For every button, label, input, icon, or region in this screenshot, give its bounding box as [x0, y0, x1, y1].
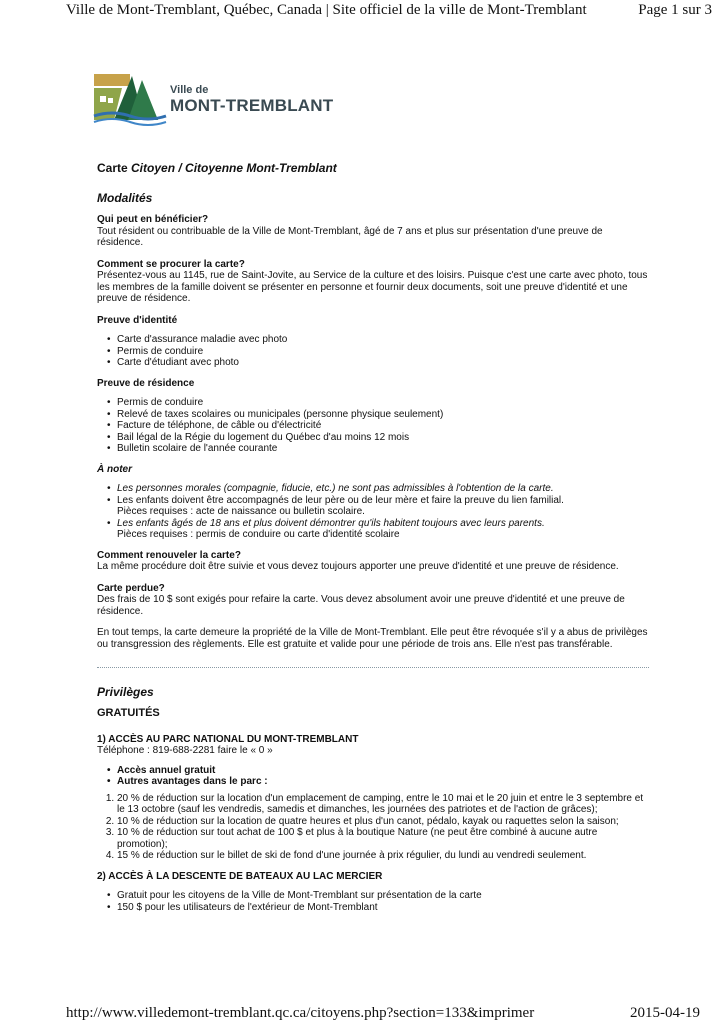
note-list — [97, 483, 649, 541]
page-title: Ville de Mont-Tremblant, Québec, Canada | Site officiel de la ville de Mont-Tremblant — [66, 2, 587, 18]
privileges-heading: Privilèges — [97, 685, 154, 699]
question: Comment se procurer la carte? — [97, 258, 245, 270]
list-item: • Les personnes morales (compagnie, fiducie, etc.) ne sont pas admissibles à l'obtention de la carte. — [117, 483, 649, 495]
print-footer — [0, 1004, 724, 1024]
question: Qui peut en bénéficier? — [97, 214, 209, 225]
print-header — [0, 0, 724, 22]
main-content — [97, 161, 649, 922]
answer: Tout résident ou contribuable de la Ville de Mont-Tremblant, âgé de 7 ans et plus sur présentation d'une preuve de résidence. — [97, 225, 603, 248]
residence-proof-heading: Preuve de résidence — [97, 377, 195, 389]
list-item: • Les enfants âgés de 18 ans et plus doivent démontrer qu'ils habitent toujours avec leurs parents. Pièces requises : permis de conduire ou carte d'identité scolaire — [117, 518, 649, 541]
faq-lost — [97, 583, 649, 618]
list-item: • Gratuit pour les citoyens de la Ville de Mont-Tremblant sur présentation de la carte — [117, 890, 649, 902]
city-logo — [92, 70, 334, 128]
list-item: 1. 20 % de réduction sur la location d'un emplacement de camping, entre le 10 mai et le 20 juin et entre le 3 septembre et le 13 octobre (sauf les vendredis, samedis et dimanches, les journées des patriotes et de l'action de grâces); — [117, 793, 649, 816]
ownership-note: En tout temps, la carte demeure la propriété de la Ville de Mont-Tremblant. Elle peut être révoquée s'il y a abus de privilèges ou transgression des règlements. Elle est gratuite et valide pour une période de trois ans. Elle n'est pas transférable. — [97, 627, 648, 650]
faq-renew — [97, 550, 649, 573]
list-item: • Carte d'assurance maladie avec photo — [117, 334, 649, 346]
answer: Présentez-vous au 1145, rue de Saint-Jovite, au Service de la culture et des loisirs. Puisque c'est une carte avec photo, tous les membres de la famille doivent se présenter en personne et fournir deux documents, soit une preuve d'identité et une preuve de résidence. — [97, 270, 648, 304]
identity-proof-heading: Preuve d'identité — [97, 314, 178, 326]
print-date: 2015-04-19 — [630, 1005, 700, 1021]
list-item: • Facture de téléphone, de câble ou d'électricité — [117, 420, 649, 432]
answer: Des frais de 10 $ sont exigés pour refaire la carte. Vous devez absolument avoir une preuve d'identité et une preuve de résidence. — [97, 594, 625, 617]
card-heading: Carte Citoyen / Citoyenne Mont-Tremblant — [97, 161, 337, 175]
list-item: • Bail légal de la Régie du logement du Québec d'au moins 12 mois — [117, 432, 649, 444]
question: Carte perdue? — [97, 582, 165, 594]
identity-proof-list — [97, 334, 649, 369]
list-item: • Relevé de taxes scolaires ou municipales (personne physique seulement) — [117, 409, 649, 421]
list-item: 2. 10 % de réduction sur la location de quatre heures et plus d'un canot, pédalo, kayak ou raquettes selon la saison; — [117, 816, 649, 828]
list-item: • Permis de conduire — [117, 346, 649, 358]
logo-line-2: MONT-TREMBLANT — [170, 96, 334, 115]
faq-who — [97, 214, 649, 249]
faq-how — [97, 259, 649, 305]
note-heading: À noter — [97, 463, 132, 475]
list-item: 3. 10 % de réduction sur tout achat de 100 $ et plus à la boutique Nature (ne peut être combiné à aucune autre promotion); — [117, 827, 649, 850]
list-item: • Les enfants doivent être accompagnés de leur père ou de leur mère et faire la preuve du lien familial. Pièces requises : acte de naissance ou bulletin scolaire. — [117, 495, 649, 518]
logo-line-1: Ville de — [170, 84, 209, 96]
page-url: http://www.villedemont-tremblant.qc.ca/citoyens.php?section=133&imprimer — [66, 1005, 535, 1021]
page-counter: Page 1 sur 3 — [638, 2, 712, 18]
park-advantages-list — [97, 793, 649, 862]
modalites-heading: Modalités — [97, 191, 153, 205]
list-item: • Permis de conduire — [117, 397, 649, 409]
residence-proof-list — [97, 397, 649, 455]
gratuites-heading: GRATUITÉS — [97, 707, 160, 719]
list-item: 4. 15 % de réduction sur le billet de ski de fond d'une journée à prix régulier, du lundi au vendredi seulement. — [117, 850, 649, 862]
park-phone: Téléphone : 819-688-2281 faire le « 0 » — [97, 745, 273, 756]
list-item: • Bulletin scolaire de l'année courante — [117, 443, 649, 455]
park-bullets — [97, 765, 649, 788]
list-item: • 150 $ pour les utilisateurs de l'extérieur de Mont-Tremblant — [117, 902, 649, 914]
question: Comment renouveler la carte? — [97, 549, 241, 561]
list-item: • Autres avantages dans le parc : — [117, 776, 649, 788]
list-item: • Carte d'étudiant avec photo — [117, 357, 649, 369]
boat-launch-heading: 2) ACCÈS À LA DESCENTE DE BATEAUX AU LAC MERCIER — [97, 870, 383, 882]
section-divider — [97, 667, 649, 668]
list-item: • Accès annuel gratuit — [117, 765, 649, 777]
answer: La même procédure doit être suivie et vous devez toujours apporter une preuve d'identité et une preuve de résidence. — [97, 561, 619, 572]
mountain-logo-icon — [92, 70, 168, 128]
boat-launch-list — [97, 890, 649, 913]
park-access-heading: 1) ACCÈS AU PARC NATIONAL DU MONT-TREMBLANT — [97, 733, 359, 745]
